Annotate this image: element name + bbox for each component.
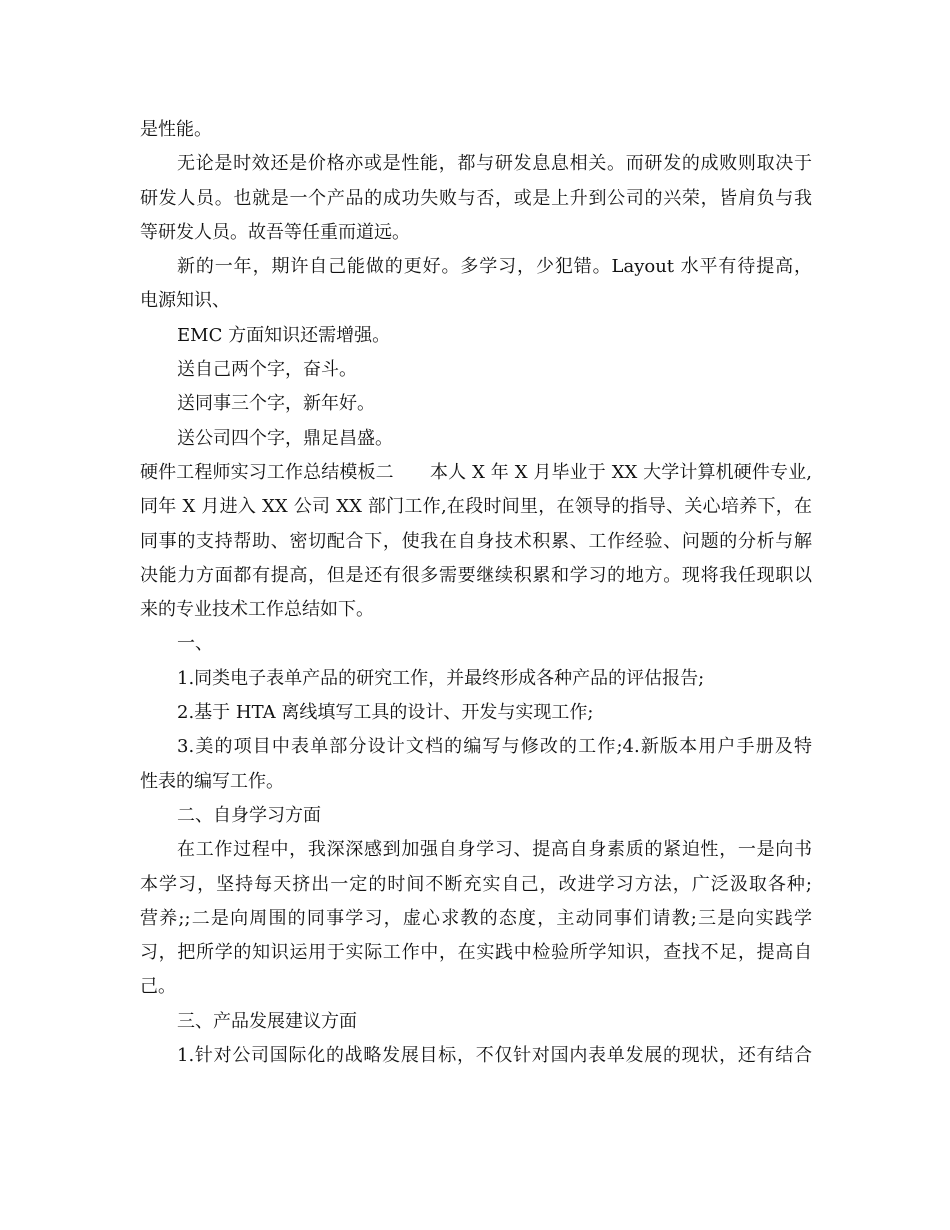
text-line: 电源知识、 <box>140 290 230 312</box>
text-line: 1.同类电子表单产品的研究工作，并最终形成各种产品的评估报告; <box>177 667 705 689</box>
text-line: 本学习，坚持每天挤出一定的时间不断充实自己，改进学习方法，广泛汲取各种; <box>140 873 812 895</box>
text-line: 一、 <box>177 633 213 655</box>
text-line: 己。 <box>140 976 176 998</box>
text-line: 同事的支持帮助、密切配合下，使我在自身技术积累、工作经验、问题的分析与解 <box>140 530 812 552</box>
text-line: 二、自身学习方面 <box>177 804 321 826</box>
text-line: 2.基于 HTA 离线填写工具的设计、开发与实现工作; <box>177 702 594 724</box>
text-line: 来的专业技术工作总结如下。 <box>140 599 374 621</box>
text-line: 无论是时效还是价格亦或是性能，都与研发息息相关。而研发的成败则取决于 <box>177 153 812 175</box>
text-line: 送自己两个字，奋斗。 <box>177 359 357 381</box>
text-line: 1.针对公司国际化的战略发展目标，不仅针对国内表单发展的现状，还有结合 <box>177 1045 812 1067</box>
text-line: 营养;;二是向周围的同事学习，虚心求教的态度，主动同事们请教;三是向实践学 <box>140 907 812 929</box>
text-line: 是性能。 <box>140 119 212 140</box>
text-line: 习，把所学的知识运用于实际工作中，在实践中检验所学知识，查找不足，提高自 <box>140 942 812 964</box>
text-line: 新的一年，期许自己能做的更好。多学习，少犯错。Layout 水平有待提高， <box>177 256 812 278</box>
text-line: 性表的编写工作。 <box>140 770 284 792</box>
text-line: 三、产品发展建议方面 <box>177 1010 357 1032</box>
text-line: 同年 X 月进入 XX 公司 XX 部门工作,在段时间里，在领导的指导、关心培养下，在 <box>140 496 812 518</box>
text-line: 研发人员。也就是一个产品的成功失败与否，或是上升到公司的兴荣，皆肩负与我 <box>140 187 812 209</box>
text-line: 在工作过程中，我深深感到加强自身学习、提高自身素质的紧迫性，一是向书 <box>177 839 812 861</box>
text-line: 3.美的项目中表单部分设计文档的编写与修改的工作;4.新版本用户手册及特 <box>177 736 812 758</box>
document-body <box>140 113 812 1073</box>
text-line: EMC 方面知识还需增强。 <box>177 324 391 346</box>
text-line: 送公司四个字，鼎足昌盛。 <box>177 427 393 449</box>
text-line: 硬件工程师实习工作总结模板二 本人 X 年 X 月毕业于 XX 大学计算机硬件专业, <box>140 461 812 483</box>
text-line: 等研发人员。故吾等任重而道远。 <box>140 221 410 243</box>
text-line: 送同事三个字，新年好。 <box>177 393 375 415</box>
text-line: 决能力方面都有提高，但是还有很多需要继续积累和学习的地方。现将我任现职以 <box>140 564 812 586</box>
